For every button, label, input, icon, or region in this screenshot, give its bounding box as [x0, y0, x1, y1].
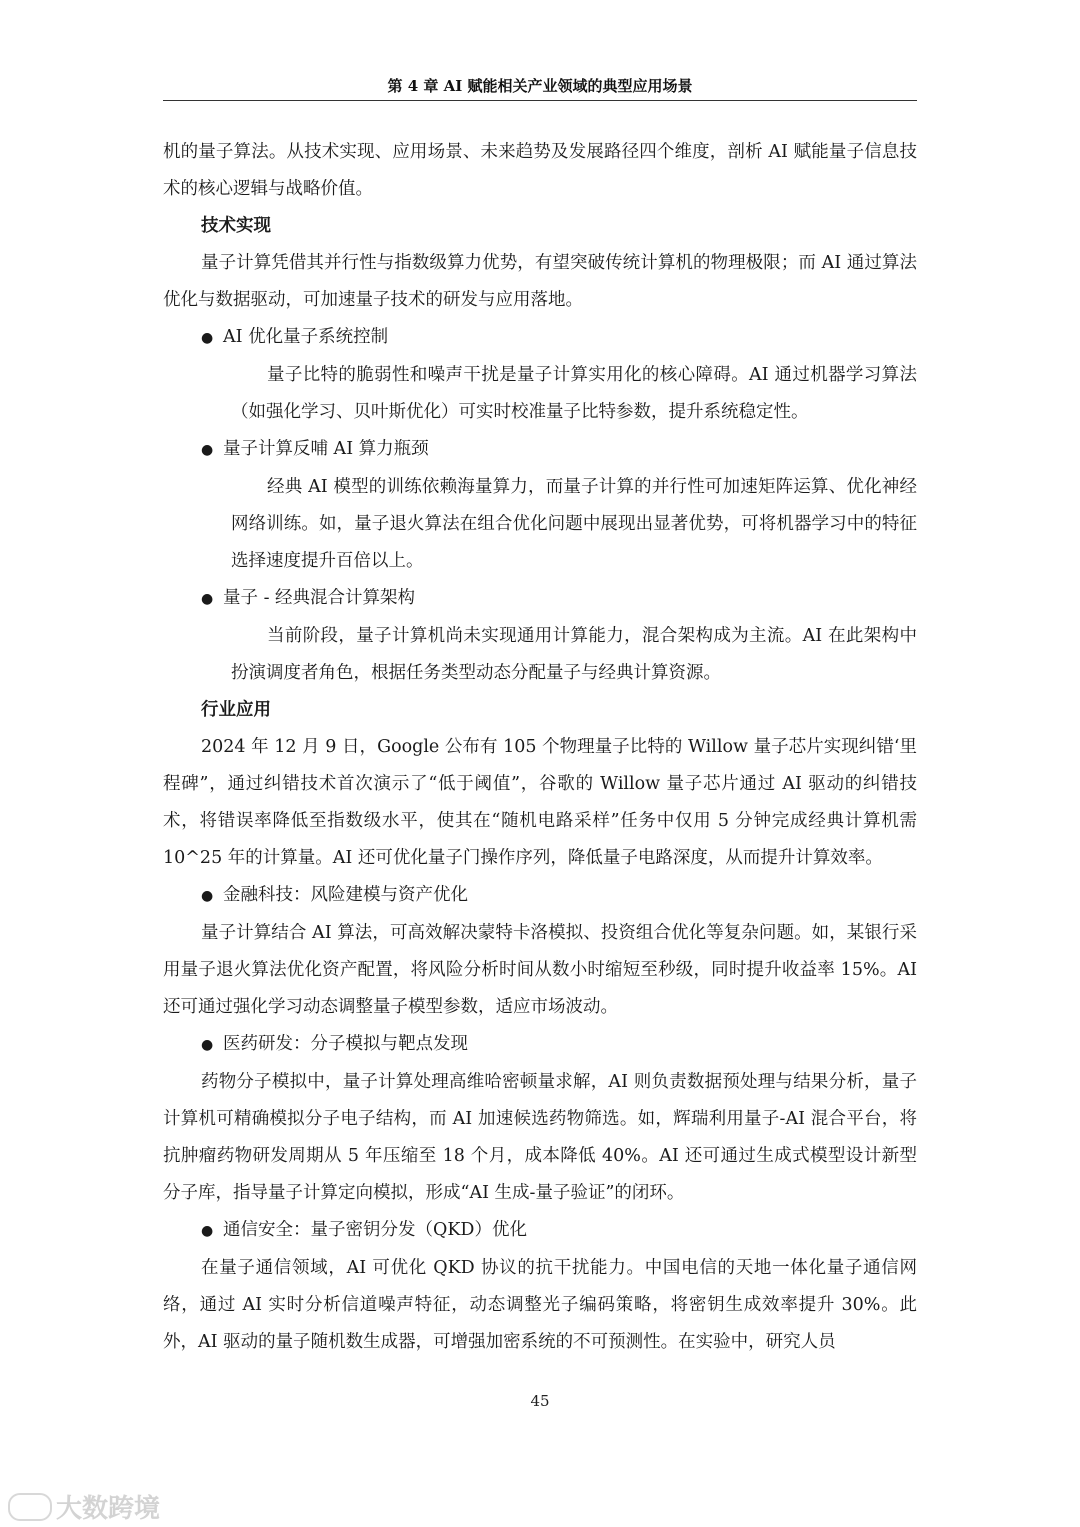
- section-heading-tech: 技术实现: [201, 216, 271, 236]
- bullet-paragraph: 经典 AI 模型的训练依赖海量算力，而量子计算的并行性可加速矩阵运算、优化神经网络训练。如，量子退火算法在组合优化问题中展现出显著优势，可将机器学习中的特征选择速度提升百倍以上。: [231, 477, 917, 571]
- bullet-label: AI 优化量子系统控制: [223, 327, 389, 347]
- bullet-icon: ●: [201, 442, 214, 458]
- chapter-title: 第 4 章 AI 赋能相关产业领域的典型应用场景: [387, 77, 693, 95]
- paragraph-tech-intro: 量子计算凭借其并行性与指数级算力优势，有望突破传统计算机的物理极限；而 AI 通过算法优化与数据驱动，可加速量子技术的研发与应用落地。: [163, 253, 917, 310]
- bullet-item: [163, 877, 917, 915]
- chapter-header: [163, 72, 917, 101]
- paragraph-intro: 机的量子算法。从技术实现、应用场景、未来趋势及发展路径四个维度，剖析 AI 赋能量子信息技术的核心逻辑与战略价值。: [163, 142, 917, 199]
- bullet-item: [163, 1212, 917, 1250]
- watermark: [8, 1488, 160, 1525]
- bullet-label: 医药研发：分子模拟与靶点发现: [223, 1034, 468, 1054]
- page-body: [163, 134, 917, 1361]
- bullet-label: 量子 - 经典混合计算架构: [223, 588, 416, 608]
- page-number: 45: [530, 1392, 550, 1410]
- section-heading-industry: 行业应用: [201, 700, 271, 720]
- bullet-icon: ●: [201, 591, 214, 607]
- bullet-icon: ●: [201, 330, 214, 346]
- paragraph-pharma: 药物分子模拟中，量子计算处理高维哈密顿量求解，AI 则负责数据预处理与结果分析，量子计算机可精确模拟分子电子结构，而 AI 加速候选药物筛选。如，辉瑞利用量子-AI 混合平台，将抗肿瘤药物研发周期从 5 年压缩至 18 个月，成本降低 40%。AI 还可通过生成式模型设计新型分子库，指导量子计算定向模拟，形成“AI 生成-量子验证”的闭环。: [163, 1072, 917, 1203]
- bullet-item: [163, 319, 917, 357]
- paragraph-google-willow: 2024 年 12 月 9 日，Google 公布有 105 个物理量子比特的 Willow 量子芯片实现纠错‘里程碑”，通过纠错技术首次演示了“低于阈值”，谷歌的 Willow 量子芯片通过 AI 驱动的纠错技术，将错误率降低至指数级水平，使其在“随机电路采样”任务中仅用 5 分钟完成经典计算机需 10^25 年的计算量。AI 还可优化量子门操作序列，降低量子电路深度，从而提升计算效率。: [163, 737, 917, 868]
- bullet-label: 通信安全：量子密钥分发（QKD）优化: [223, 1220, 527, 1240]
- bullet-item: [163, 1026, 917, 1064]
- paragraph-fintech: 量子计算结合 AI 算法，可高效解决蒙特卡洛模拟、投资组合优化等复杂问题。如，某银行采用量子退火算法优化资产配置，将风险分析时间从数小时缩短至秒级，同时提升收益率 15%。AI 还可通过强化学习动态调整量子模型参数，适应市场波动。: [163, 923, 917, 1017]
- bullet-label: 量子计算反哺 AI 算力瓶颈: [223, 439, 429, 459]
- bullet-label: 金融科技：风险建模与资产优化: [223, 885, 468, 905]
- bullet-paragraph: 量子比特的脆弱性和噪声干扰是量子计算实用化的核心障碍。AI 通过机器学习算法（如强化学习、贝叶斯优化）可实时校准量子比特参数，提升系统稳定性。: [231, 365, 917, 422]
- bullet-icon: ●: [201, 1037, 214, 1053]
- bullet-icon: ●: [201, 888, 214, 904]
- bullet-item: [163, 580, 917, 618]
- watermark-text: 大数跨境: [56, 1494, 161, 1524]
- bullet-item: [163, 431, 917, 469]
- paragraph-comm-security: 在量子通信领域，AI 可优化 QKD 协议的抗干扰能力。中国电信的天地一体化量子通信网络，通过 AI 实时分析信道噪声特征，动态调整光子编码策略，将密钥生成效率提升 30%。此外，AI 驱动的量子随机数生成器，可增强加密系统的不可预测性。在实验中，研究人员: [163, 1258, 917, 1352]
- bullet-icon: ●: [201, 1223, 214, 1239]
- watermark-logo-icon: [8, 1493, 52, 1521]
- bullet-paragraph: 当前阶段，量子计算机尚未实现通用计算能力，混合架构成为主流。AI 在此架构中扮演调度者角色，根据任务类型动态分配量子与经典计算资源。: [231, 626, 917, 683]
